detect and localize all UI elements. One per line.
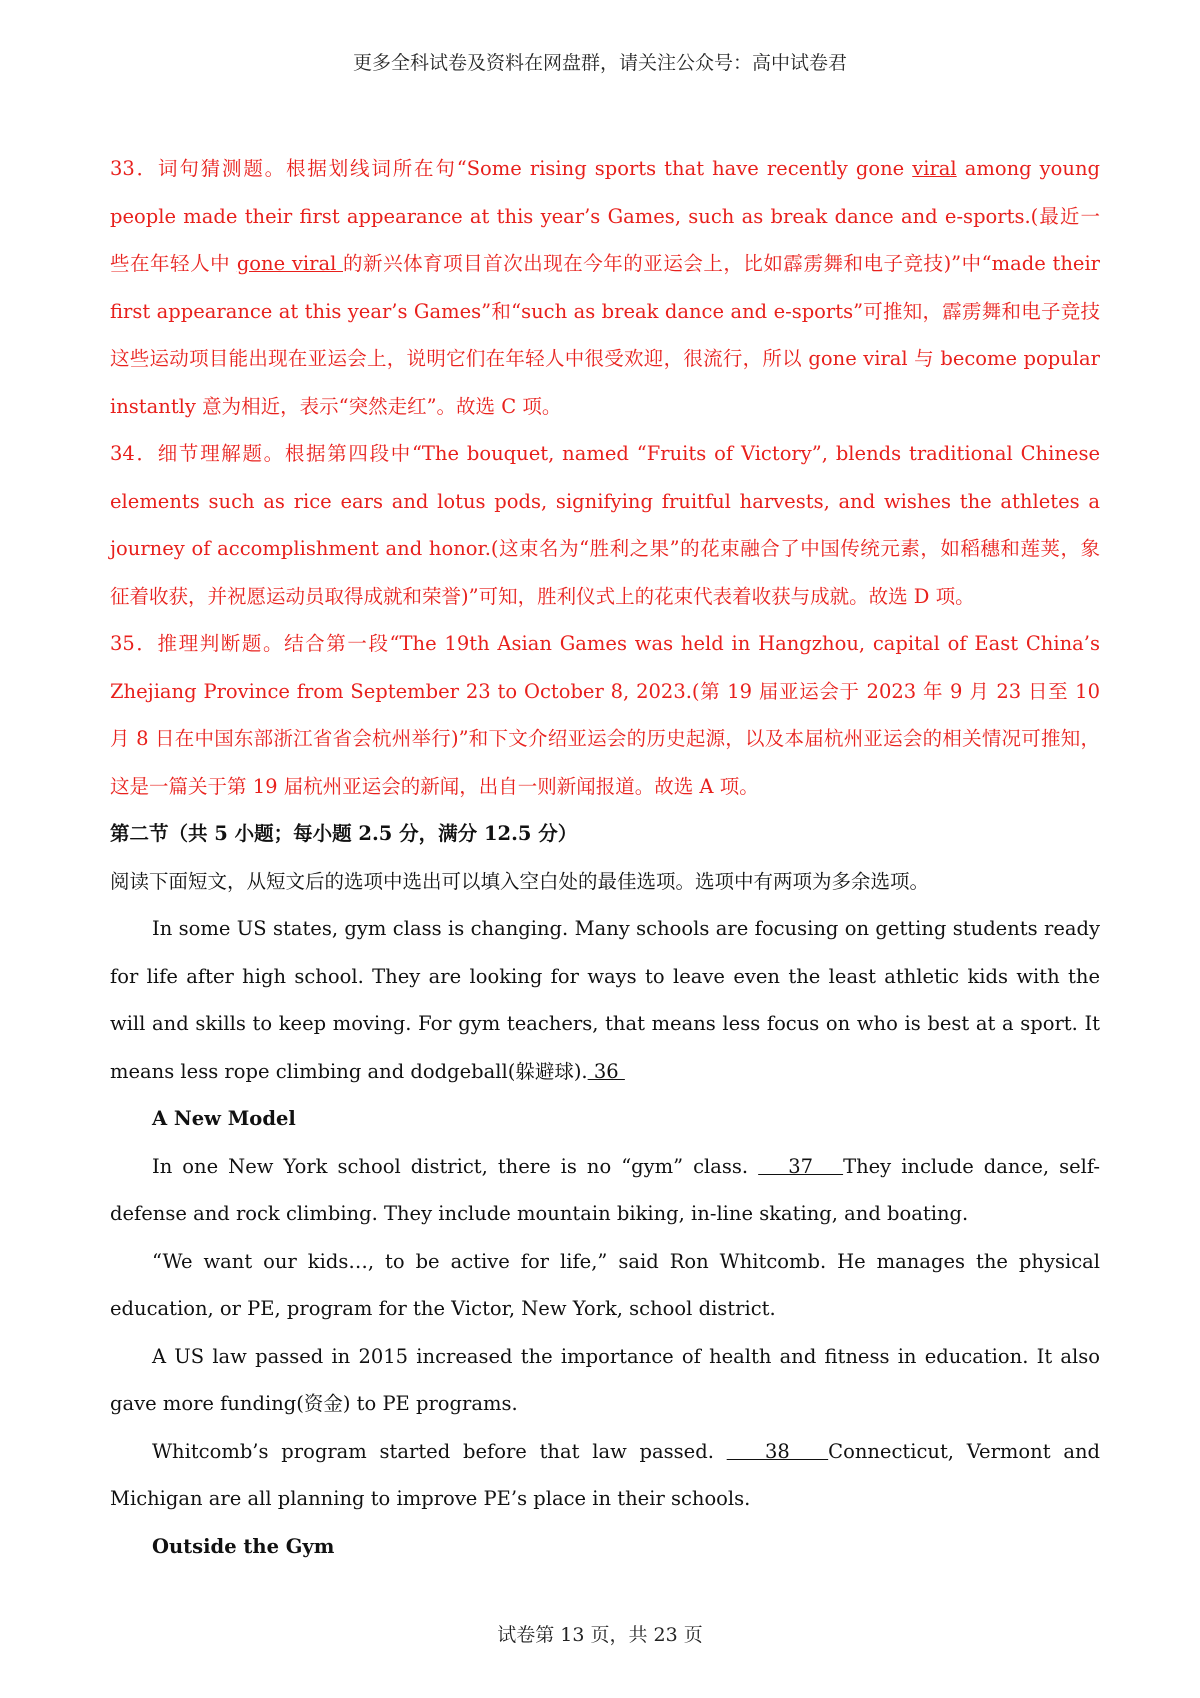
answer-33-text-1: 33．词句猜测题。根据划线词所在句“Some rising sports that have recently gone [110, 157, 913, 180]
passage-paragraph-5-text-1: Whitcomb’s program started before that law passed. [152, 1439, 727, 1463]
blank-38: 38 [726, 1439, 829, 1463]
passage-paragraph-2 [110, 1143, 1100, 1238]
answer-33-text-3: 的新兴体育项目首次出现在今年的亚运会上，比如霹雳舞和电子竞技)”中“made their first appearance at this year’s Games”和“such as break dance and e-sports”可推知，霹雳舞和电子竞技这些运动项目能出现在亚运会上，说明它们在年轻人中很受欢迎，很流行，所以 gone viral 与 become popular instantly 意为相近，表示“突然走红”。故选 C 项。 [110, 252, 1100, 418]
section-title: 第二节（共 5 小题；每小题 2.5 分，满分 12.5 分） [110, 822, 578, 845]
answer-33 [110, 145, 1100, 430]
blank-37: 37 [758, 1154, 844, 1178]
blank-36: 36 [587, 1059, 625, 1083]
heading-a-new-model: A New Model [152, 1107, 296, 1130]
passage-paragraph-2-text-1: In one New York school district, there is no “gym” class. [152, 1154, 759, 1178]
passage-paragraph-2-text-2: They include dance, self- defense and rock climbing. They include mountain biking, in-line skating, and boating. [110, 1154, 1100, 1225]
passage-paragraph-5-text-2: Connecticut, Vermont and Michigan are all planning to improve PE’s place in their schools. [110, 1439, 1100, 1510]
passage-paragraph-1-text: In some US states, gym class is changing. Many schools are focusing on getting students ready for life after high school. They are looking for ways to leave even the least athletic kids with the will and skills to keep moving. For gym teachers, that means less focus on who is best at a sport. It means less rope climbing and dodgeball(躲避球). [110, 917, 1100, 1083]
section-instruction: 阅读下面短文，从短文后的选项中选出可以填入空白处的最佳选项。选项中有两项为多余选项。 [110, 869, 930, 893]
answer-33-text-2: among young people made their first appearance at this year’s Games, such as break dance and e-sports.(最近一些在年轻人中 [110, 157, 1101, 275]
underlined-word-viral: viral [912, 157, 957, 180]
passage-paragraph-3: “We want our kids…, to be active for life,” said Ron Whitcomb. He manages the physical education, or PE, program for the Victor, New York, school district. [110, 1249, 1100, 1320]
heading-outside-the-gym: Outside the Gym [152, 1534, 335, 1558]
passage-paragraph-1 [110, 905, 1100, 1095]
page-header: 更多全科试卷及资料在网盘群，请关注公众号：高中试卷君 [352, 52, 847, 74]
page-footer: 试卷第 13 页，共 23 页 [497, 1624, 703, 1646]
answer-35: 35．推理判断题。结合第一段“The 19th Asian Games was held in Hangzhou, capital of East China’s Zhejiang Province from September 23 to October 8, 2023.(第 19 届亚运会于 2023 年 9 月 23 日至 10 月 8 日在中国东部浙江省省会杭州举行)”和下文介绍亚运会的历史起源，以及本届杭州亚运会的相关情况可推知，这是一篇关于第 19 届杭州亚运会的新闻，出自一则新闻报道。故选 A 项。 [110, 632, 1100, 798]
passage-paragraph-4: A US law passed in 2015 increased the importance of health and fitness in education. It also gave more funding(资金) to PE programs. [110, 1344, 1100, 1415]
page-content [110, 145, 1100, 1570]
answer-34: 34．细节理解题。根据第四段中“The bouquet, named “Fruits of Victory”, blends traditional Chinese elements such as rice ears and lotus pods, signifying fruitful harvests, and wishes the athletes a journey of accomplishment and honor.(这束名为“胜利之果”的花束融合了中国传统元素，如稻穗和莲荚，象征着收获，并祝愿运动员取得成就和荣誉)”可知，胜利仪式上的花束代表着收获与成就。故选 D 项。 [110, 442, 1100, 608]
passage-paragraph-5 [110, 1428, 1100, 1523]
underlined-phrase-gone-viral: gone viral [236, 252, 344, 275]
